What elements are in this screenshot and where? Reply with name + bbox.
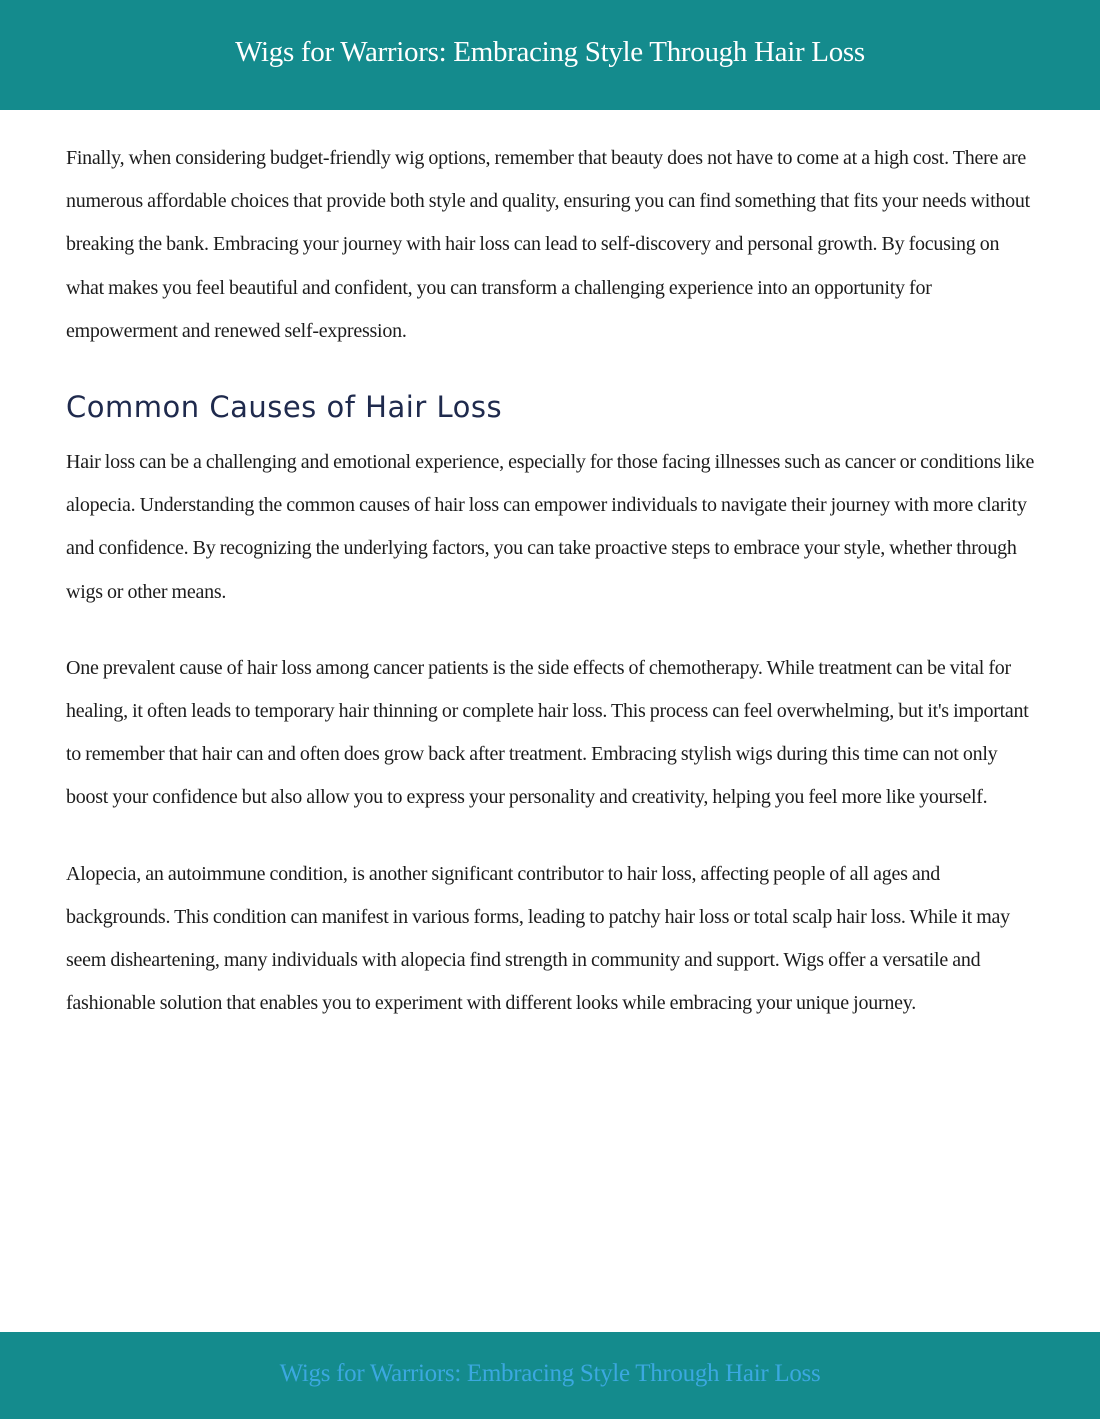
page-header (0, 0, 1100, 110)
header-title: Wigs for Warriors: Embracing Style Through Hair Loss (235, 36, 865, 68)
intro-paragraph: Finally, when considering budget-friendly wig options, remember that beauty does not have to come at a high cost. There are numerous affordable choices that provide both style and quality, ensuring you can find something that fits your needs without breaking the bank. Embracing your journey with hair loss can lead to self-discovery and personal growth. By focusing on what makes you feel beautiful and confident, you can transform a challenging experience into an opportunity for empowerment and renewed self-expression. (66, 147, 1030, 342)
section-paragraph-3: Alopecia, an autoimmune condition, is another significant contributor to hair loss, affecting people of all ages and backgrounds. This condition can manifest in various forms, leading to patchy hair loss or total scalp hair loss. While it may seem disheartening, many individuals with alopecia find strength in community and support. Wigs offer a versatile and fashionable solution that enables you to experiment with different looks while embracing your unique journey. (66, 862, 1010, 1015)
section-paragraph-2: One prevalent cause of hair loss among cancer patients is the side effects of chemotherapy. While treatment can be vital for healing, it often leads to temporary hair thinning or complete hair loss. This process can feel overwhelming, but it's important to remember that hair can and often does grow back after treatment. Embracing stylish wigs during this time can not only boost your confidence but also allow you to express your personality and creativity, helping you feel more like yourself. (66, 656, 1029, 809)
footer-title: Wigs for Warriors: Embracing Style Through Hair Loss (279, 1359, 821, 1387)
document-body (66, 137, 1038, 1025)
section-paragraph-1: Hair loss can be a challenging and emotional experience, especially for those facing illnesses such as cancer or conditions like alopecia. Understanding the common causes of hair loss can empower individuals to navigate their journey with more clarity and confidence. By recognizing the underlying factors, you can take proactive steps to embrace your style, whether through wigs or other means. (66, 451, 1035, 603)
section-heading: Common Causes of Hair Loss (66, 390, 503, 425)
page-footer (0, 1332, 1100, 1419)
